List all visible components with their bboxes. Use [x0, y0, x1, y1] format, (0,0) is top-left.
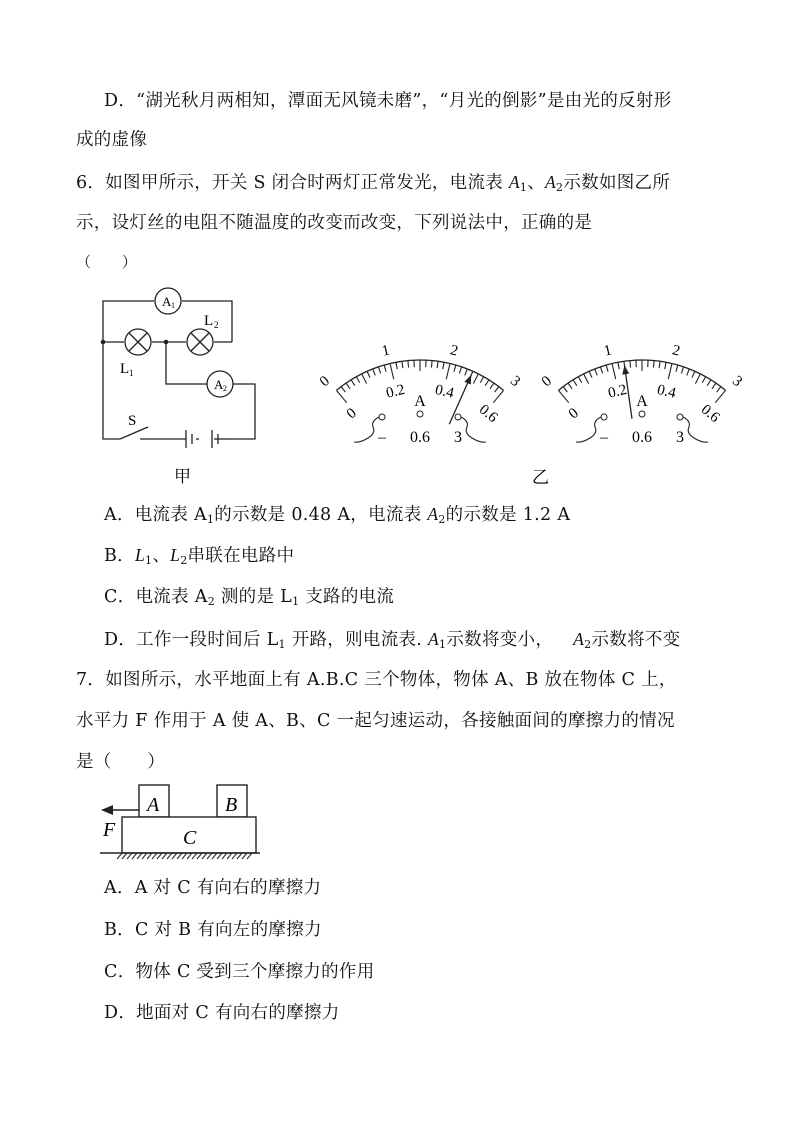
q6-option-c	[104, 585, 394, 614]
q7-stem-line1: 7．如图所示，水平地面上有 A.B.C 三个物体，物体 A、B 放在物体 C 上，	[76, 670, 677, 690]
terminal-post	[601, 414, 607, 420]
dial-tick	[630, 361, 631, 368]
separator: 、	[527, 173, 546, 193]
dial-unit-label: A	[636, 393, 648, 410]
dial-label-upper: 3	[507, 373, 524, 391]
dial-tick	[454, 365, 456, 372]
dial-label-upper: 2	[670, 342, 682, 360]
dial-tick	[578, 377, 581, 383]
option-text: B．	[104, 546, 135, 566]
dial-label-upper: 0	[316, 373, 333, 391]
dial-tick	[702, 377, 705, 383]
dial-tick	[692, 371, 695, 377]
dial-tick	[408, 361, 409, 368]
q5-option-d-line2: 成的虚像	[76, 130, 148, 150]
dial-tick	[707, 380, 711, 386]
option-text: 示数将不变	[591, 630, 681, 650]
dial-label-lower: 0.6	[475, 401, 501, 426]
wire	[461, 417, 486, 442]
dial-tick	[659, 361, 660, 368]
terminal-label: –	[600, 429, 608, 446]
dial-label-lower: 0	[343, 405, 360, 423]
lamp-symbol: L	[170, 545, 181, 565]
q5-option-d-line1: D．“湖光秋月两相知，潭面无风镜未磨”，“月光的倒影”是由光的反射形	[104, 91, 672, 111]
dial-label-upper: 1	[380, 342, 392, 360]
dial-tick	[443, 362, 444, 369]
terminal-post	[639, 411, 645, 417]
circuit-node	[164, 340, 169, 345]
terminal-label: 3	[676, 429, 684, 446]
option-text: 的示数是 0.48 A，电流表	[214, 505, 428, 525]
blocks-figure	[95, 780, 265, 860]
q6-option-a	[104, 502, 570, 532]
option-text: C．电流表 A	[104, 587, 208, 607]
dial-tick	[485, 380, 489, 386]
lamp-l2-label	[204, 313, 219, 330]
block-a-label: A	[147, 794, 160, 816]
q7-option-d: D．地面对 C 有向右的摩擦力	[104, 1003, 340, 1023]
option-text: 串联在电路中	[187, 546, 295, 566]
wire	[354, 417, 379, 442]
dial-label-lower: 0.4	[655, 381, 678, 402]
subscript: 1	[206, 513, 215, 526]
ammeter-a2-letter: A	[214, 377, 224, 392]
dial-tick	[712, 383, 716, 389]
lamp-l2-subscript: 2	[214, 320, 219, 330]
terminal-post	[455, 414, 461, 420]
option-text: 示数将变小，	[446, 630, 554, 650]
dial-tick	[396, 362, 397, 369]
option-text: 开路，则电流表.	[285, 630, 429, 650]
ammeter-symbol: A	[573, 629, 585, 649]
q7-option-a: A．A 对 C 有向右的摩擦力	[104, 878, 322, 898]
q6-stem-text: 示数如图乙所	[563, 173, 671, 193]
separator: 、	[152, 546, 171, 566]
option-text: 测的是 L	[215, 587, 293, 607]
q7-option-c: C．物体 C 受到三个摩擦力的作用	[104, 962, 375, 982]
dial-tick	[480, 377, 483, 383]
dial-tick	[600, 367, 602, 374]
q6-stem-line1	[76, 170, 670, 200]
dial-tick	[378, 367, 380, 374]
dial-label-lower: 0	[565, 405, 582, 423]
dial-tick	[431, 361, 432, 368]
dial-tick	[695, 374, 700, 384]
q6-answer-paren: （ ）	[76, 253, 138, 271]
force-label: F	[103, 819, 116, 841]
circuit-diagram	[90, 285, 270, 485]
ammeter-dial-a2	[539, 342, 745, 446]
q7-stem-line3: 是（ ）	[76, 752, 165, 772]
dial-label-upper: 3	[729, 373, 746, 391]
subscript: 2	[584, 638, 592, 651]
dial-label-lower: 0.2	[384, 381, 407, 402]
dial-tick	[384, 365, 386, 372]
dial-tick	[437, 361, 438, 368]
terminal-label: –	[378, 429, 386, 446]
switch-label: S	[128, 413, 137, 429]
terminal-post	[379, 414, 385, 420]
subscript: 1	[292, 595, 300, 608]
dial-tick	[717, 387, 721, 393]
terminal-label: 3	[454, 429, 462, 446]
option-text: 的示数是 1.2 A	[445, 505, 571, 525]
dial-label-upper: 0	[538, 373, 555, 391]
ammeter-symbol: A	[545, 172, 557, 192]
subscript: 2	[207, 595, 216, 608]
wire	[683, 417, 708, 442]
subscript: 2	[556, 181, 564, 194]
ammeter-symbol: A	[427, 504, 439, 524]
dial-label-lower: 0.6	[697, 401, 723, 426]
q6-stem-line2: 示，设灯丝的电阻不随温度的改变而改变，下列说法中，正确的是	[76, 213, 593, 233]
ammeter-symbol: A	[428, 629, 440, 649]
subscript: 1	[145, 554, 153, 567]
dial-tick	[367, 371, 370, 377]
subscript: 2	[438, 513, 446, 526]
dial-label-lower: 0.4	[433, 381, 456, 402]
subscript: 1	[519, 181, 528, 194]
dial-label-upper: 2	[448, 342, 460, 360]
dial-tick	[473, 374, 478, 384]
circuit-node	[101, 340, 106, 345]
option-text: A．电流表 A	[104, 505, 207, 525]
dial-tick	[373, 369, 376, 376]
dial-tick	[446, 364, 450, 380]
option-text: 支路的电流	[299, 587, 395, 607]
subscript: 1	[439, 638, 447, 651]
dial-tick	[668, 364, 672, 380]
q6-option-d	[104, 627, 680, 657]
lamp-l1-subscript: 1	[129, 368, 134, 378]
ammeter-a2-label	[214, 377, 227, 393]
figure-caption-jia: 甲	[174, 467, 191, 485]
subscript: 1	[278, 638, 286, 651]
force-arrow	[101, 805, 139, 815]
dial-tick	[465, 369, 468, 376]
dial-tick	[402, 361, 403, 368]
dial-tick	[676, 365, 678, 372]
ammeter-a1-subscript: 1	[171, 301, 175, 310]
dial-tick	[351, 380, 355, 386]
dial-tick	[390, 364, 394, 380]
dial-tick	[459, 367, 461, 374]
dial-tick	[595, 369, 598, 376]
lamp-l2-letter: L	[204, 313, 214, 329]
dial-tick	[606, 365, 608, 372]
dial-tick	[612, 364, 616, 380]
q6-stem-text: 6．如图甲所示，开关 S 闭合时两灯正常发光，电流表	[76, 173, 509, 193]
dial-label-upper: 1	[602, 342, 614, 360]
ammeter-dial-a1	[317, 342, 523, 446]
ammeter-a1-letter: A	[162, 294, 172, 309]
terminal-post	[677, 414, 683, 420]
q7-option-b: B．C 对 B 有向左的摩擦力	[104, 920, 322, 940]
dial-tick	[563, 387, 567, 393]
q7-stem-line2: 水平力 F 作用于 A 使 A、B、C 一起匀速运动，各接触面间的摩擦力的情况	[76, 711, 675, 731]
dial-tick	[618, 362, 619, 369]
dial-tick	[568, 383, 572, 389]
dial-tick	[362, 374, 367, 384]
lamp-l1-label	[120, 361, 134, 378]
ammeter-a1-label	[162, 294, 175, 310]
dial-tick	[346, 383, 350, 389]
dial-tick	[341, 387, 345, 393]
wire	[576, 417, 601, 442]
dial-tick	[681, 367, 683, 374]
terminal-post	[417, 411, 423, 417]
lamp-symbol: L	[134, 545, 146, 565]
block-b-label: B	[225, 794, 238, 816]
figure-caption-yi: 乙	[532, 468, 549, 487]
dial-tick	[687, 369, 690, 376]
ammeter-a2-subscript: 2	[223, 384, 227, 393]
dial-tick	[490, 383, 494, 389]
ammeter-symbol: A	[508, 172, 520, 192]
q6-option-b	[104, 543, 294, 573]
block-c-label: C	[183, 827, 197, 849]
dial-tick	[589, 371, 592, 377]
dial-tick	[356, 377, 359, 383]
option-text: D．工作一段时间后 L	[104, 630, 279, 650]
lamp-l1-letter: L	[120, 361, 130, 377]
dial-label-lower: 0.2	[606, 381, 629, 402]
ground-hatching	[117, 853, 252, 859]
dial-unit-label: A	[414, 393, 426, 410]
subscript: 2	[180, 554, 188, 567]
dial-tick	[584, 374, 589, 384]
dial-tick	[573, 380, 577, 386]
dial-tick	[665, 362, 666, 369]
terminal-label: 0.6	[632, 429, 652, 446]
dial-tick	[495, 387, 499, 393]
terminal-label: 0.6	[410, 429, 430, 446]
ammeter-dials	[300, 290, 780, 495]
dial-tick	[653, 361, 654, 368]
